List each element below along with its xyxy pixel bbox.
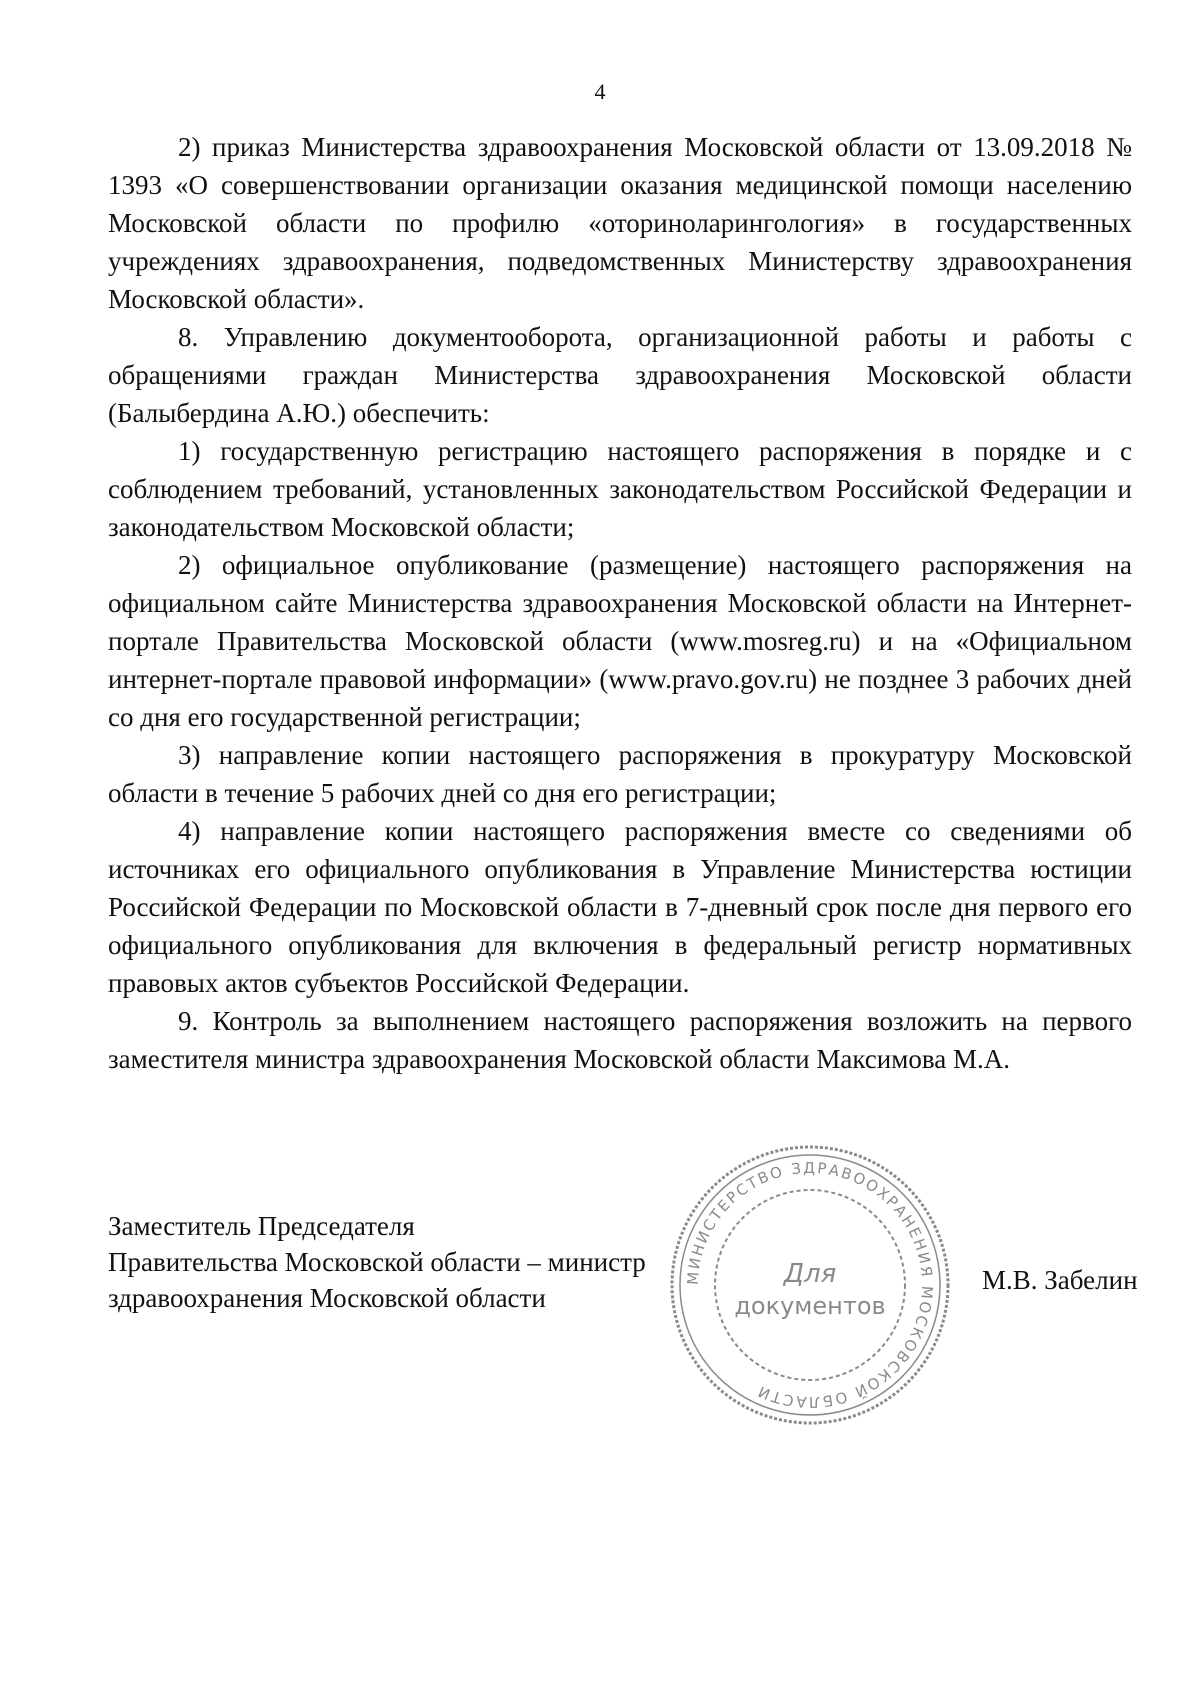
paragraph-8-item-4: 4) направление копии настоящего распоряжения вместе со сведениями об источниках его официального опубликования в Управление Министерства юстиции Российской Федерации по Московской области в 7-дневный срок после дня первого его официального опубликования для включения в федеральный регистр нормативных правовых актов субъектов Российской Федерации. [108,816,1132,998]
signer-name: М.В. Забелин [982,1265,1138,1295]
paragraph-8-item-2: 2) официальное опубликование (размещение) настоящего распоряжения на официальном сайте Министерства здравоохранения Московской области на Интернет-портале Правительства Московской области (www.mosreg.ru) и на «Официальном интернет-портале правовой информации» (www.pravo.gov.ru) не позднее 3 рабочих дней со дня его государственной регистрации; [108,550,1132,732]
signatory-position [108,1208,646,1316]
paragraph-8-item-3: 3) направление копии настоящего распоряжения в прокуратуру Московской области в течение 5 рабочих дней со дня его регистрации; [108,740,1132,808]
position-line-3: здравоохранения Московской области [108,1283,546,1313]
page-number: 4 [594,79,606,104]
position-line-2: Правительства Московской области – министр [108,1247,646,1277]
position-line-1: Заместитель Председателя [108,1211,415,1241]
paragraph-9: 9. Контроль за выполнением настоящего распоряжения возложить на первого заместителя министра здравоохранения Московской области Максимова М.А. [108,1006,1132,1074]
paragraph-8: 8. Управлению документооборота, организационной работы и работы с обращениями граждан Министерства здравоохранения Московской области (Балыбердина А.Ю.) обеспечить: [108,322,1132,428]
seal-center-text-1: Для [783,1259,837,1289]
official-seal [665,1140,955,1430]
paragraph-item-2-order: 2) приказ Министерства здравоохранения Московской области от 13.09.2018 № 1393 «О совершенствовании организации оказания медицинской помощи населению Московской области по профилю «оториноларингология» в государственных учреждениях здравоохранения, подведомственных Министерству здравоохранения Московской области». [108,132,1132,314]
seal-center-text-2: документов [734,1292,886,1320]
paragraph-8-item-1: 1) государственную регистрацию настоящего распоряжения в порядке и с соблюдением требований, установленных законодательством Российской Федерации и законодательством Московской области; [108,436,1132,542]
document-body [108,128,1132,1078]
seal-ring-text: МИНИСТЕРСТВО ЗДРАВООХРАНЕНИЯ МОСКОВСКОЙ ОБЛАСТИ [683,1158,937,1412]
